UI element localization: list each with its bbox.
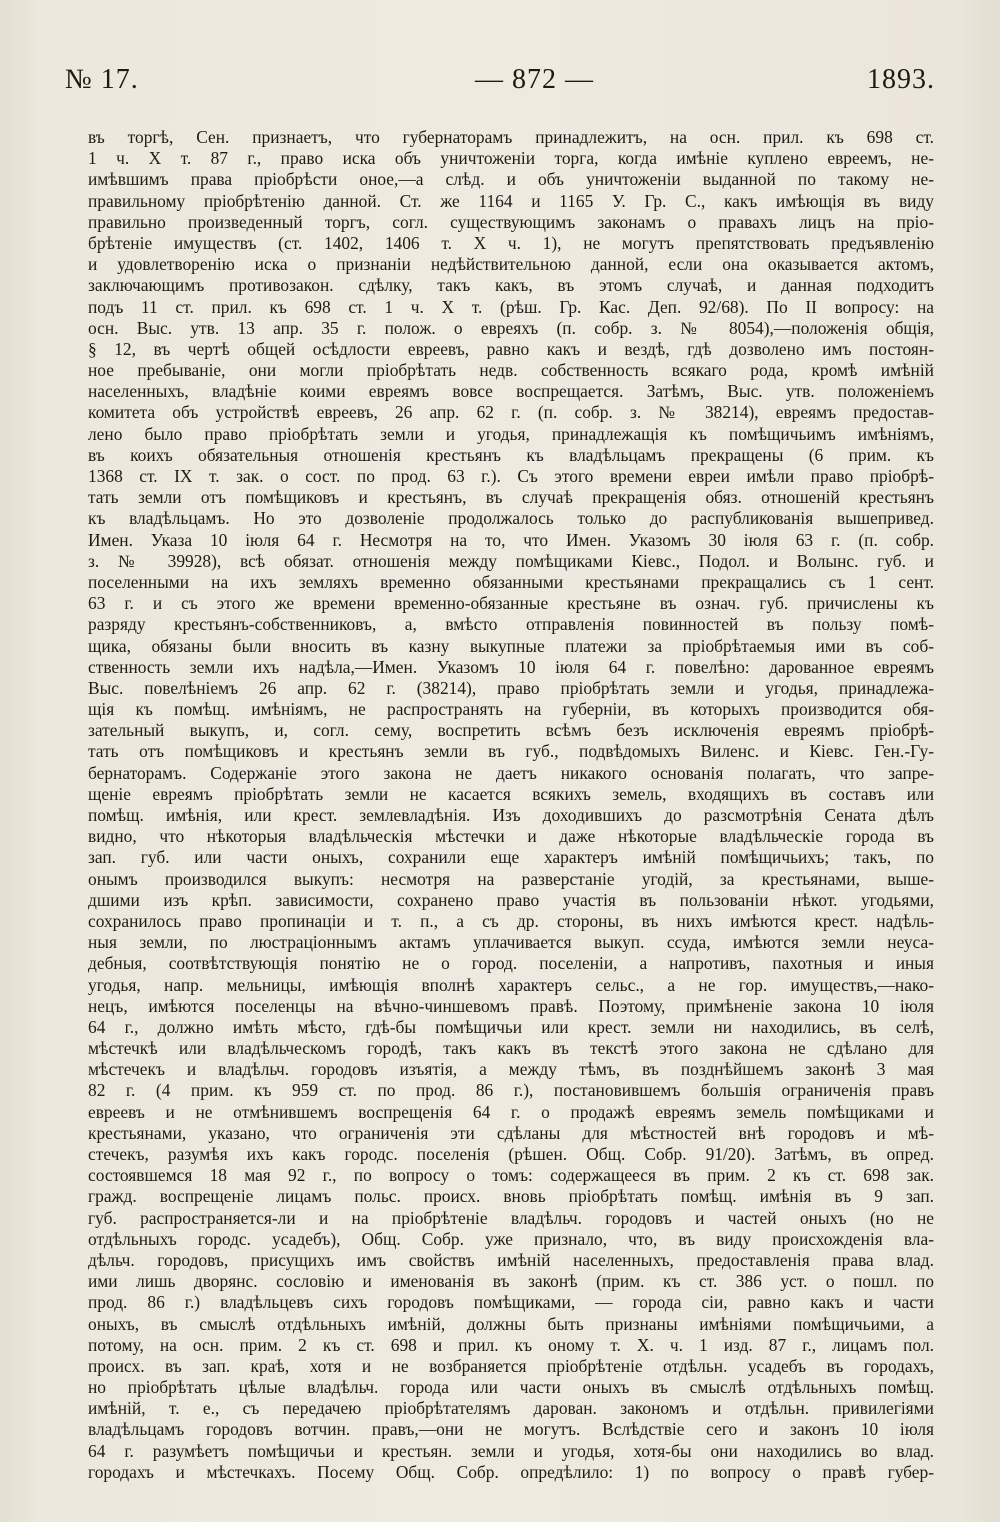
text-line: брѣтеніе имуществъ (ст. 1402, 1406 т. X ч. 1), не могутъ препятствовать предъявленію [88,232,934,253]
body-text [88,127,934,1483]
text-line: онымъ производился выкупъ: несмотря на разверстаніе угодій, за крестьянами, выше- [88,868,934,889]
text-line: з. № 39928), всѣ обязат. отношенія между помѣщиками Кіевс., Подол. и Волынс. губ. и [88,550,934,571]
text-line: лено было право пріобрѣтать земли и угодья, принадлежащія къ помѣщичьимъ имѣніямъ, [88,423,934,444]
text-line: 82 г. (4 прим. къ 959 ст. по прод. 86 г.), постановившемъ большія ограниченія правъ [88,1080,934,1101]
text-line: подъ 11 ст. прил. къ 698 ст. 1 ч. X т. (рѣш. Гр. Кас. Деп. 92/68). По II вопросу: на [88,296,934,317]
text-line: щія къ помѣщ. имѣніямъ, не распространять на губерніи, въ которыхъ производится обя- [88,699,934,720]
text-line: дшими изъ крѣп. зависимости, сохранено право участія въ пользованіи нѣкот. угодьями, [88,889,934,910]
text-line: щика, обязаны были вносить въ казну выкупные платежи за пріобрѣтаемыя ими въ соб- [88,635,934,656]
text-line: ныя земли, по люстраціоннымъ актамъ уплачивается выкуп. ссуда, имѣются земли неуса- [88,932,934,953]
text-line: ное пребываніе, они могли пріобрѣтать недв. собственность всякаго рода, кромѣ имѣній [88,360,934,381]
text-line: бернаторамъ. Содержаніе этого закона не даетъ никакого основанія полагать, что запре- [88,762,934,783]
text-line: но пріобрѣтать цѣлые владѣльч. города или части оныхъ въ смыслѣ отдѣльныхъ помѣщ. [88,1377,934,1398]
text-line: въ коихъ обязательныя отношенія крестьянъ къ владѣльцамъ прекращены (6 прим. къ [88,444,934,465]
text-line: происх. въ зап. краѣ, хотя и не возбраняется пріобрѣтеніе отдѣльн. усадебъ въ городахъ, [88,1355,934,1376]
text-line: заключающимъ противозакон. сдѣлку, такъ какъ, въ этомъ случаѣ, и данная подходитъ [88,275,934,296]
text-line: 1 ч. X т. 87 г., право иска объ уничтоженіи торга, когда имѣніе куплено евреемъ, не- [88,148,934,169]
text-line: къ владѣльцамъ. Но это дозволеніе продолжалось только до распубликованія вышепривед. [88,508,934,529]
text-line: комитета объ устройствѣ евреевъ, 26 апр. 62 г. (п. собр. з. № 38214), евреямъ предостав- [88,402,934,423]
text-line: прод. 86 г.) владѣльцевъ сихъ городовъ помѣщиками, — города сіи, равно какъ и части [88,1292,934,1313]
text-line: 1368 ст. IX т. зак. о сост. по прод. 63 г.). Съ этого времени евреи имѣли право пріобрѣ- [88,466,934,486]
text-line: ственность земли ихъ надѣла,—Имен. Указомъ 10 іюля 64 г. повелѣно: дарованное евреямъ [88,656,934,677]
page-number: — 872 — [475,64,594,95]
text-line: мѣстечкѣ или владѣльческомъ городѣ, такъ какъ въ текстѣ этого закона не сдѣлано для [88,1038,934,1059]
text-line: щеніе евреямъ пріобрѣтать земли не касается всякихъ земель, входящихъ въ составъ или [88,783,934,804]
text-line: губ. распространяется-ли и на пріобрѣтеніе владѣльч. городовъ и частей оныхъ (но не [88,1207,934,1228]
text-line: § 12, въ чертѣ общей осѣдлости евреевъ, равно какъ и вездѣ, гдѣ дозволено имъ постоян- [88,338,934,359]
text-line: тать отъ помѣщиковъ и крестьянъ земли въ губ., подвѣдомыхъ Виленс. и Кіевс. Ген.-Гу- [88,741,934,762]
text-line: владѣльцамъ городовъ вотчин. правъ,—они не могутъ. Вслѣдствіе сего и законъ 10 іюля [88,1419,934,1440]
text-line: отдѣльныхъ городс. усадебъ), Общ. Собр. уже признало, что, въ виду происхожденія вла- [88,1228,934,1249]
text-line: состоявшемся 18 мая 92 г., по вопросу о томъ: содержащееся въ прим. 2 къ ст. 698 зак. [88,1165,934,1186]
text-line: зап. губ. или части оныхъ, сохранили еще характеръ имѣній помѣщичьихъ; такъ, по [88,847,934,868]
text-line: зательный выкупъ, и, согл. сему, воспретить всѣмъ безъ исключенія евреямъ пріобрѣ- [88,720,934,741]
text-line: помѣщ. имѣнія, или крест. землевладѣнія. Изъ доходившихъ до разсмотрѣнія Сената дѣлъ [88,805,934,825]
text-line: 63 г. и съ этого же времени временно-обязанные крестьяне въ означ. губ. причислены къ [88,593,934,614]
text-line: въ торгѣ, Сен. признаетъ, что губернаторамъ принадлежитъ, на осн. прил. къ 698 ст. [88,127,934,147]
text-line: дебныя, соотвѣтствующія понятію не о город. поселеніи, а напротивъ, пахотныя и иныя [88,953,934,974]
text-line: крестьянами, указано, что ограниченія эти сдѣланы для мѣстностей внѣ городовъ и мѣ- [88,1122,934,1143]
text-line: оныхъ, въ смыслѣ отдѣльныхъ имѣній, должны быть признаны имѣніями помѣщичьими, а [88,1313,934,1334]
issue-number: № 17. [65,64,139,95]
text-line: нецъ, имѣются поселенцы на вѣчно-чиншевомъ правѣ. Поэтому, примѣненіе закона 10 іюля [88,995,934,1016]
text-line: гражд. воспрещеніе лицамъ польс. происх. вновь пріобрѣтать помѣщ. имѣнія въ 9 зап. [88,1186,934,1207]
year: 1893. [867,64,935,95]
text-line: ими лишь дворянс. сословію и именованія въ законѣ (прим. къ ст. 386 уст. о пошл. по [88,1271,934,1292]
text-line: видно, что нѣкоторыя владѣльческія мѣстечки и даже нѣкоторые владѣльческіе города въ [88,826,934,847]
text-line: стечекъ, разумѣя ихъ какъ городс. поселенія (рѣшен. Общ. Собр. 91/20). Затѣмъ, въ опред. [88,1144,934,1164]
text-line: потому, на осн. прим. 2 къ ст. 698 и прил. къ оному т. X. ч. 1 изд. 87 г., лицамъ пол. [88,1334,934,1355]
page-header [65,64,935,104]
text-line: разряду крестьянъ-собственниковъ, а, вмѣсто отправленія повинностей въ пользу помѣ- [88,614,934,635]
text-line: городахъ и мѣстечкахъ. Посему Общ. Собр. опредѣлило: 1) по вопросу о правѣ губер- [88,1461,934,1482]
text-line: сохранилось право пропинаціи и т. п., а съ др. стороны, въ нихъ имѣются крест. надѣль- [88,910,934,931]
text-line: имѣвшимъ права пріобрѣсти оное,—а слѣд. и объ уничтоженіи выданной по такому не- [88,169,934,190]
text-line: правильно произведенный торгъ, согл. существующимъ законамъ о правахъ лицъ на пріо- [88,211,934,232]
text-line: осн. Выс. утв. 13 апр. 35 г. полож. о евреяхъ (п. собр. з. № 8054),—положенія общія, [88,317,934,338]
text-line: и удовлетворенію иска о признаніи недѣйствительною данной, если она оказывается актомъ, [88,254,934,275]
text-line: 64 г. разумѣетъ помѣщичьи и крестьян. земли и угодья, хотя-бы они находились во влад. [88,1440,934,1461]
text-line: имѣній, т. е., съ передачею пріобрѣтателямъ дарован. закономъ и отдѣльн. привилегіями [88,1398,934,1419]
text-line: дѣльч. городовъ, присущихъ имъ свойствъ имѣній населенныхъ, предоставленія права влад. [88,1249,934,1270]
text-line: Имен. Указа 10 іюля 64 г. Несмотря на то, что Имен. Указомъ 30 іюля 63 г. (п. собр. [88,529,934,550]
text-line: евреевъ и не отмѣнившемъ воспрещенія 64 г. о продажѣ евреямъ земель помѣщиками и [88,1101,934,1122]
text-line: угодья, напр. мельницы, имѣющія вполнѣ характеръ сельс., а не гор. имуществъ,—нако- [88,974,934,995]
text-line: поселенными на ихъ земляхъ временно обязанными крестьянами прекращались съ 1 сент. [88,571,934,592]
text-line: населенныхъ, владѣніе коими евреямъ вовсе воспрещается. Затѣмъ, Выс. утв. положеніемъ [88,381,934,402]
text-line: правильному пріобрѣтенію данной. Ст. же 1164 и 1165 У. Гр. С., какъ имѣющія въ виду [88,190,934,211]
text-line: 64 г., должно имѣть мѣсто, гдѣ-бы помѣщичьи или крест. земли ни находились, въ селѣ, [88,1016,934,1037]
text-line: мѣстечекъ и владѣльч. городовъ изъятія, а между тѣмъ, въ позднѣйшемъ законѣ 3 мая [88,1059,934,1080]
text-line: Выс. повелѣніемъ 26 апр. 62 г. (38214), право пріобрѣтать земли и угодья, принадлежа- [88,677,934,698]
text-line: тать земли отъ помѣщиковъ и крестьянъ, въ случаѣ прекращенія обяз. отношеній крестьянъ [88,487,934,508]
